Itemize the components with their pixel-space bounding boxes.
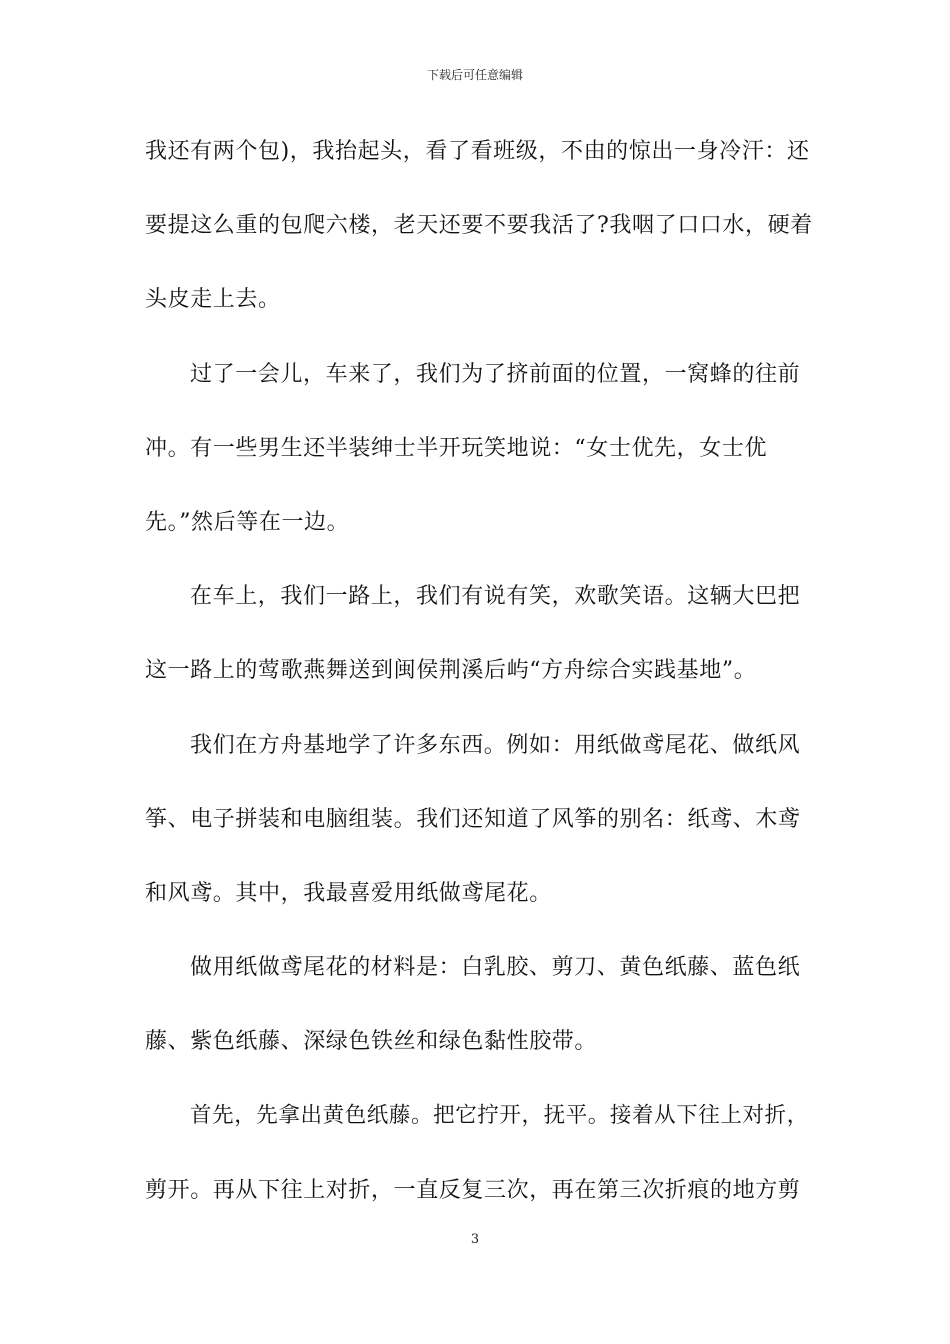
text-line: 和风鸢。其中，我最喜爱用纸做鸢尾花。 (145, 880, 552, 906)
text-line: 剪开。再从下往上对折，一直反复三次，再在第三次折痕的地方剪 (145, 1177, 801, 1203)
text-line: 冲。有一些男生还半装绅士半开玩笑地说：“女士优先，女士优 (145, 435, 768, 461)
text-line: 藤、紫色纸藤、深绿色铁丝和绿色黏性胶带。 (145, 1029, 598, 1055)
page-header: 下载后可任意编辑 (426, 68, 523, 82)
text-line: 筝、电子拼装和电脑组装。我们还知道了风筝的别名：纸鸢、木鸢 (145, 806, 801, 832)
page-number: 3 (470, 1232, 480, 1247)
text-line: 过了一会儿，车来了，我们为了挤前面的位置，一窝蜂的往前 (190, 361, 801, 387)
text-line: 我还有两个包)，我抬起头，看了看班级，不由的惊出一身冷汗：还 (145, 139, 810, 164)
text-line: 这一路上的莺歌燕舞送到闽侯荆溪后屿“方舟综合实践基地”。 (145, 658, 757, 684)
text-line: 先。”然后等在一边。 (145, 509, 350, 535)
body-text (145, 130, 813, 1243)
text-line: 首先，先拿出黄色纸藤。把它拧开，抚平。接着从下往上对折， (190, 1103, 809, 1129)
text-line: 在车上，我们一路上，我们有说有笑，欢歌笑语。这辆大巴把 (190, 584, 801, 610)
text-line: 要提这么重的包爬六楼，老天还要不要我活了?我咽了口口水，硬着 (145, 213, 813, 239)
text-line: 做用纸做鸢尾花的材料是：白乳胶、剪刀、黄色纸藤、蓝色纸 (190, 955, 801, 981)
text-line: 我们在方舟基地学了许多东西。例如：用纸做鸢尾花、做纸风 (190, 732, 801, 758)
text-line: 头皮走上去。 (145, 287, 281, 313)
